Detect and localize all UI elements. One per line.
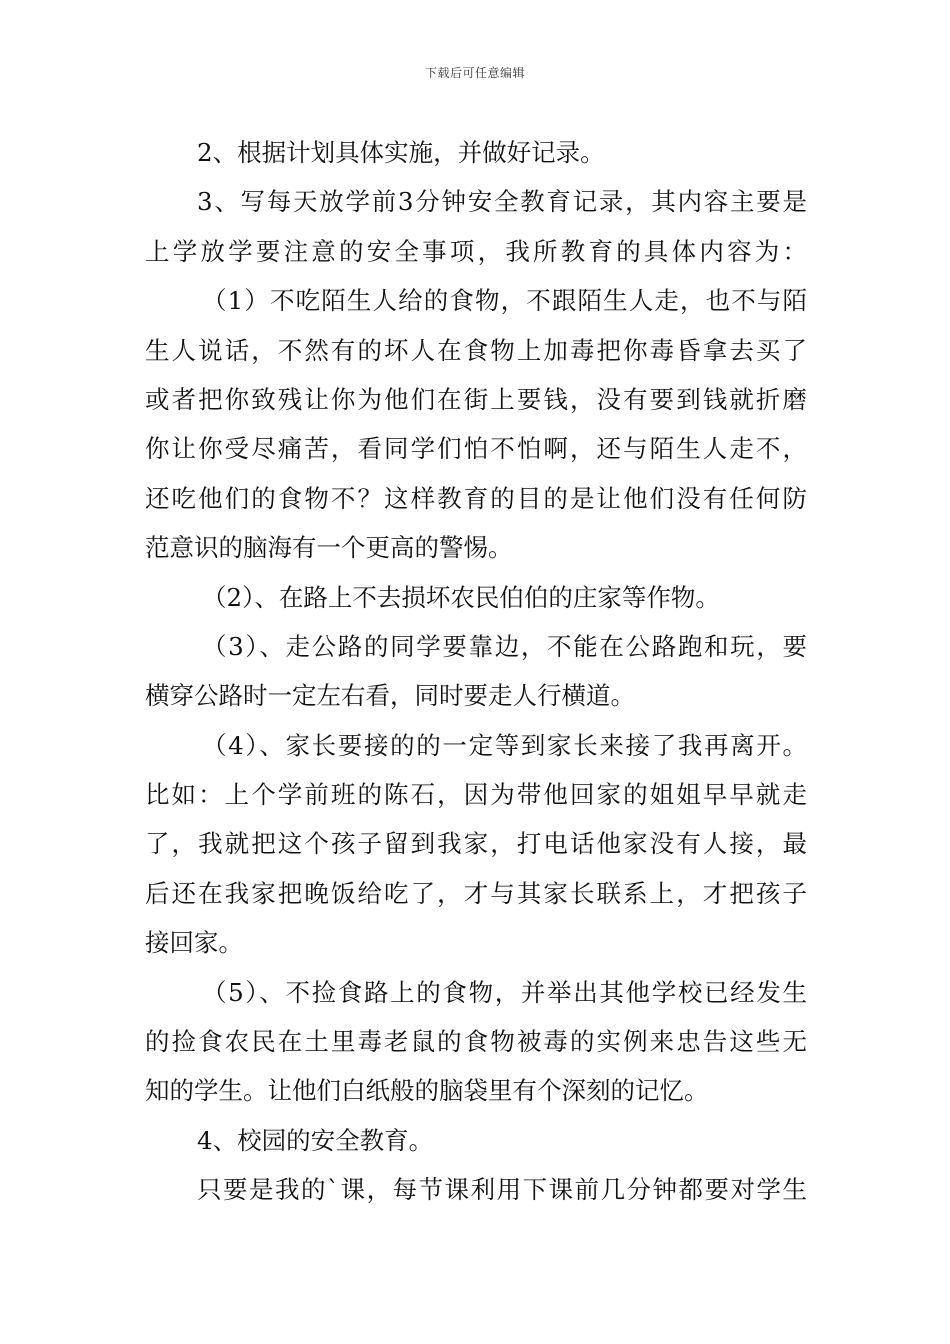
paragraph-line: 3、写每天放学前3分钟安全教育记录，其内容主要是 — [197, 187, 807, 217]
paragraph-line: 还吃他们的食物不？这样教育的目的是让他们没有任何防 — [145, 483, 807, 513]
paragraph-line: （5）、不捡食路上的食物，并举出其他学校已经发生 — [202, 977, 807, 1007]
paragraph-line: 的捡食农民在土里毒老鼠的食物被毒的实例来忠告这些无 — [145, 1027, 807, 1057]
paragraph-line: （1）不吃陌生人给的食物，不跟陌生人走，也不与陌 — [202, 286, 807, 316]
paragraph-line: （3）、走公路的同学要靠边，不能在公路跑和玩，要 — [202, 631, 807, 661]
paragraph-line: 或者把你致残让你为他们在街上要钱，没有要到钱就折磨 — [145, 384, 807, 414]
paragraph-line: 上学放学要注意的安全事项，我所教育的具体内容为： — [145, 236, 807, 266]
paragraph-line: 后还在我家把晚饭给吃了，才与其家长联系上，才把孩子 — [145, 878, 807, 908]
paragraph-line: 2、根据计划具体实施，并做好记录。 — [197, 138, 605, 167]
paragraph-line: 生人说话，不然有的坏人在食物上加毒把你毒昏拿去买了 — [145, 335, 807, 365]
paragraph-line: 只要是我的`课，每节课利用下课前几分钟都要对学生 — [197, 1175, 807, 1205]
paragraph-line: 你让你受尽痛苦，看同学们怕不怕啊，还与陌生人走不， — [145, 434, 807, 464]
paragraph-line: 知的学生。让他们白纸般的脑袋里有个深刻的记忆。 — [145, 1076, 709, 1106]
paragraph-line: 4、校园的安全教育。 — [197, 1125, 434, 1155]
paragraph-line: 范意识的脑海有一个更高的警惕。 — [145, 533, 513, 563]
page-header: 下载后可任意编辑 — [424, 66, 525, 80]
paragraph-line: 了，我就把这个孩子留到我家，打电话他家没有人接，最 — [145, 829, 807, 859]
paragraph-line: 接回家。 — [145, 928, 243, 958]
paragraph-line: 横穿公路时一定左右看，同时要走人行横道。 — [145, 681, 635, 711]
paragraph-line: （4）、家长要接的的一定等到家长来接了我再离开。 — [202, 730, 807, 760]
document-body — [145, 128, 807, 1215]
paragraph-line: 比如：上个学前班的陈石，因为带他回家的姐姐早早就走 — [145, 780, 807, 810]
paragraph-line: （2）、在路上不去损坏农民伯伯的庄家等作物。 — [202, 582, 720, 612]
